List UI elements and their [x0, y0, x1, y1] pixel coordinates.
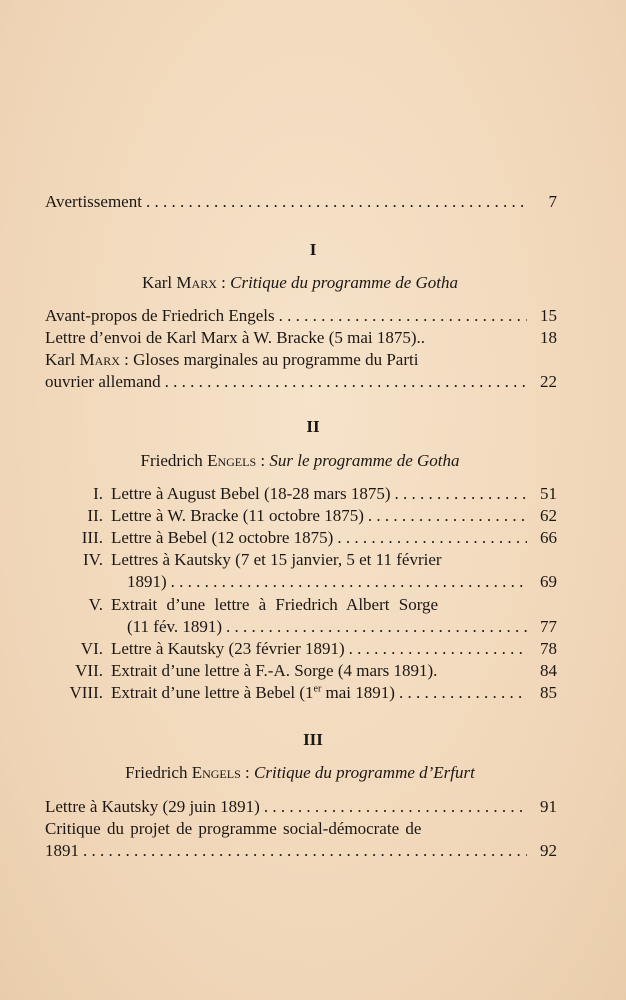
toc-entry-title: : Gloses marginales au programme du Parti	[124, 350, 419, 369]
leader-dots	[399, 682, 527, 704]
toc-entry-text	[45, 349, 418, 371]
toc-page-number: 62	[540, 506, 557, 525]
toc-entry[interactable]	[45, 505, 557, 527]
author-last-name: Engels	[207, 451, 257, 470]
toc-page-number: 77	[540, 617, 557, 636]
author-first-name: Friedrich	[125, 763, 188, 782]
leader-dots	[279, 305, 527, 327]
toc-page-number: 92	[540, 841, 557, 860]
author-last-name: Marx	[176, 273, 217, 292]
entry-numeral: II.	[87, 506, 103, 525]
entry-numeral: VI.	[80, 639, 103, 658]
heading-colon: :	[221, 273, 226, 292]
toc-entry[interactable]	[45, 660, 557, 682]
toc-page-number: 51	[540, 484, 557, 503]
toc-entry-text: Lettre à W. Bracke (11 octobre 1875)	[111, 506, 364, 525]
section-heading	[40, 762, 560, 784]
author-first-name: Friedrich	[140, 451, 203, 470]
toc-entry-text: Extrait d’une lettre à Friedrich Albert Sorge	[111, 595, 439, 614]
toc-page-number: 78	[540, 639, 557, 658]
part-numeral: II	[306, 417, 320, 436]
toc-entry-text: 1891)	[127, 572, 167, 591]
entry-numeral: VIII.	[69, 683, 103, 702]
toc-entry[interactable]	[45, 327, 557, 349]
part-numeral: I	[309, 240, 317, 259]
toc-entry-continuation[interactable]	[45, 616, 557, 638]
author-last-name: Engels	[191, 763, 241, 782]
toc-entry-text: Lettre à August Bebel (18-28 mars 1875)	[111, 484, 391, 503]
leader-dots	[337, 527, 527, 549]
entry-numeral: VII.	[75, 661, 103, 680]
toc-entry-text: Avant-propos de Friedrich Engels	[45, 306, 275, 325]
toc-entry-text: Lettre à Bebel (12 octobre 1875)	[111, 528, 334, 547]
toc-entry-text: 1891	[45, 841, 79, 860]
heading-colon: :	[260, 451, 266, 470]
toc-entry-text: Extrait d’une lettre à F.-A. Sorge (4 mars 1891).	[111, 661, 438, 680]
toc-entry[interactable]	[45, 594, 557, 616]
toc-entry-text: Lettre d’envoi de Karl Marx à W. Bracke (5 mai 1875)..	[45, 328, 426, 347]
section-heading	[40, 272, 560, 294]
toc-entry-continuation[interactable]	[45, 371, 557, 393]
leader-dots	[226, 616, 527, 638]
toc-page-number: 22	[540, 372, 557, 391]
leader-dots	[395, 483, 528, 505]
toc-entry[interactable]	[45, 305, 557, 327]
leader-dots	[264, 796, 527, 818]
section-title: Sur le programme de Gotha	[269, 451, 460, 470]
toc-entry-text: Lettres à Kautsky (7 et 15 janvier, 5 et 11 février	[111, 550, 442, 569]
entry-numeral: I.	[93, 484, 103, 503]
leader-dots	[146, 191, 527, 213]
toc-page-number: 85	[540, 683, 557, 702]
toc-entry[interactable]	[45, 638, 557, 660]
toc-entry[interactable]	[45, 549, 557, 571]
section-title: Critique du programme de Gotha	[230, 273, 459, 292]
leader-dots	[171, 571, 527, 593]
author-last-name: Marx	[79, 350, 120, 369]
toc-page-number: 91	[540, 797, 557, 816]
toc-entry[interactable]	[45, 818, 557, 840]
ordinal-superscript: er	[313, 683, 322, 695]
toc-entry-text-b: mai 1891)	[321, 683, 395, 702]
toc-entry-text: Avertissement	[45, 192, 142, 211]
entry-numeral: V.	[88, 595, 103, 614]
section-heading	[40, 450, 560, 472]
part-numeral: III	[303, 730, 323, 749]
leader-dots	[349, 638, 527, 660]
toc-entry-text: Lettre à Kautsky (23 février 1891)	[111, 639, 345, 658]
toc-entry-text-a: Extrait d’une lettre à Bebel (1	[111, 683, 314, 702]
toc-page-number: 18	[540, 328, 557, 347]
toc-entry[interactable]	[45, 682, 557, 704]
section-title: Critique du programme d’Erfurt	[254, 763, 475, 782]
toc-entry[interactable]	[45, 527, 557, 549]
toc-entry[interactable]	[45, 483, 557, 505]
toc-entry-text: Critique du projet de programme social-démocrate de	[45, 819, 422, 838]
toc-entry-text: ouvrier allemand	[45, 372, 161, 391]
toc-entry-avertissement[interactable]	[45, 191, 557, 213]
author-first-name: Karl	[141, 273, 173, 292]
toc-entry-continuation[interactable]	[45, 571, 557, 593]
toc-page-number: 84	[540, 661, 557, 680]
toc-entry[interactable]	[45, 349, 557, 371]
entry-numeral: IV.	[83, 550, 103, 569]
toc-entry-text: Lettre à Kautsky (29 juin 1891)	[45, 797, 260, 816]
entry-numeral: III.	[81, 528, 103, 547]
leader-dots	[165, 371, 527, 393]
toc-entry-text: (11 fév. 1891)	[127, 617, 223, 636]
toc-page-number: 69	[540, 572, 557, 591]
author-first-name: Karl	[45, 350, 76, 369]
toc-page-number: 15	[540, 306, 557, 325]
leader-dots	[83, 840, 527, 862]
heading-colon: :	[245, 763, 250, 782]
toc-page-number: 66	[540, 528, 557, 547]
toc-entry-text	[111, 682, 395, 704]
toc-entry-continuation[interactable]	[45, 840, 557, 862]
toc-entry[interactable]	[45, 796, 557, 818]
toc-page-number: 7	[548, 192, 557, 211]
leader-dots	[368, 505, 527, 527]
